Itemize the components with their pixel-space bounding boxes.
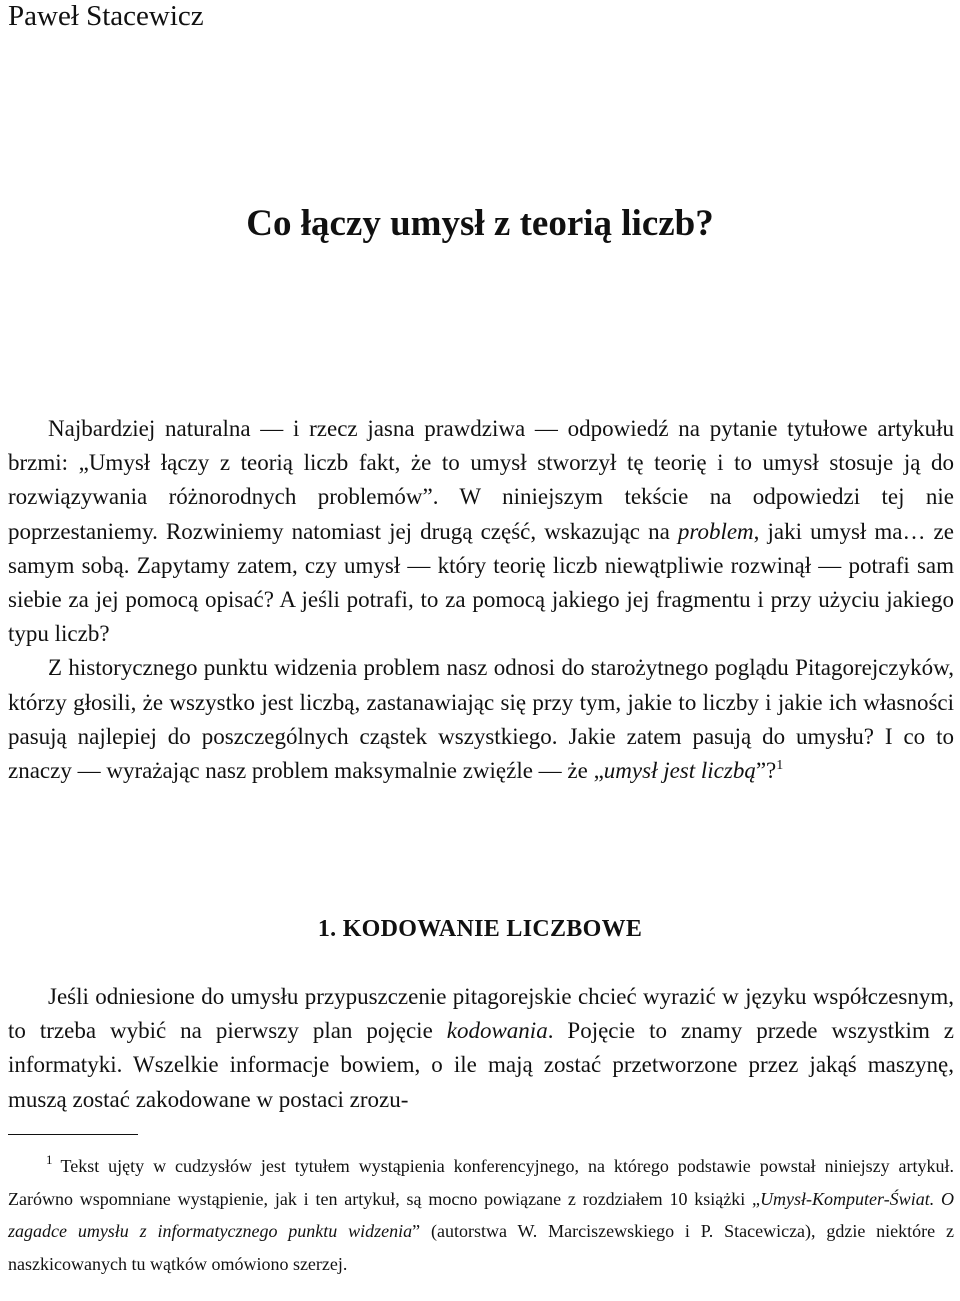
- footnote-number: 1: [46, 1152, 53, 1167]
- author-name: Paweł Stacewicz: [8, 0, 204, 32]
- footnote-paragraph: [8, 1150, 954, 1280]
- footnote: [8, 1150, 954, 1280]
- section-heading: 1. KODOWANIE LICZBOWE: [317, 916, 643, 942]
- intro-paragraph-2: [8, 651, 954, 788]
- text-run: Najbardziej naturalna — i rzecz jasna prawdziwa — odpowiedź na pytanie tytułowe artykułu brzmi: „Umysł łączy z teorią liczb fakt, że to umysł stworzył tę teorię i to umysł stosuje ją do rozwiązywania różnorodnych problemów”. W niniejszym tekście na odpowiedzi tej nie poprzestaniemy. Rozwiniemy natomiast jej drugą część, wskazując na: [8, 416, 954, 544]
- text-run: Z historycznego punktu widzenia problem nasz odnosi do starożytnego poglądu Pitagorejczyków, którzy głosili, że wszystko jest liczbą, zastanawiając się przy tym, jakie to liczby i jakie ich własności pasują najlepiej do poszczególnych cząstek wszystkiego. Jakie zatem pasują do umysłu? I co to znaczy — wyrażając nasz problem maksymalnie zwięźle — że „: [8, 655, 954, 784]
- emphasis-umysl-jest-liczba: umysł jest liczbą: [603, 758, 756, 784]
- intro-paragraph-1: [8, 412, 954, 651]
- intro-section: [8, 412, 954, 788]
- text-run: ” (autorstwa W. Marciszewskiego i P. Stacewicza), gdzie niektóre z naszkicowanych tu wątków omówiono szerzej.: [8, 1221, 954, 1274]
- text-run: Tekst ujęty w cudzysłów jest tytułem wystąpienia konferencyjnego, na którego podstawie powstał niniejszy artykuł. Zarówno wspomniane wystąpienie, jak i ten artykuł, są mocno powiązane z rozdziałem 10 książki „: [8, 1156, 954, 1209]
- section-1-body: [8, 980, 954, 1117]
- section-1-paragraph: [8, 980, 954, 1117]
- emphasis-problem: problem: [677, 518, 754, 544]
- footnote-reference: 1: [776, 758, 784, 774]
- footnote-separator: [8, 1134, 138, 1135]
- emphasis-book-title: Umysł-Komputer-Świat. O zagadce umysłu z informatycznego punktu widzenia: [8, 1188, 954, 1241]
- text-run: , jaki umysł ma… ze samym sobą. Zapytamy zatem, czy umysł — który teorię liczb niewątpliwie rozwinął — potrafi sam siebie za jej pomocą opisać? A jeśli potrafi, to za pomocą jakiego jej fragmentu i przy użyciu jakiego typu liczb?: [8, 518, 954, 647]
- text-run: ”?: [755, 758, 777, 784]
- text-run: . Pojęcie to znamy przede wszystkim z informatyki. Wszelkie informacje bowiem, o ile mają zostać przetworzone przez jakąś maszynę, muszą zostać zakodowane w postaci zrozu-: [8, 1018, 955, 1112]
- emphasis-kodowania: kodowania: [446, 1018, 548, 1044]
- text-run: Jeśli odniesione do umysłu przypuszczenie pitagorejskie chcieć wyrazić w języku współczesnym, to trzeba wybić na pierwszy plan pojęcie: [8, 984, 954, 1044]
- article-title: Co łączy umysł z teorią liczb?: [246, 203, 714, 244]
